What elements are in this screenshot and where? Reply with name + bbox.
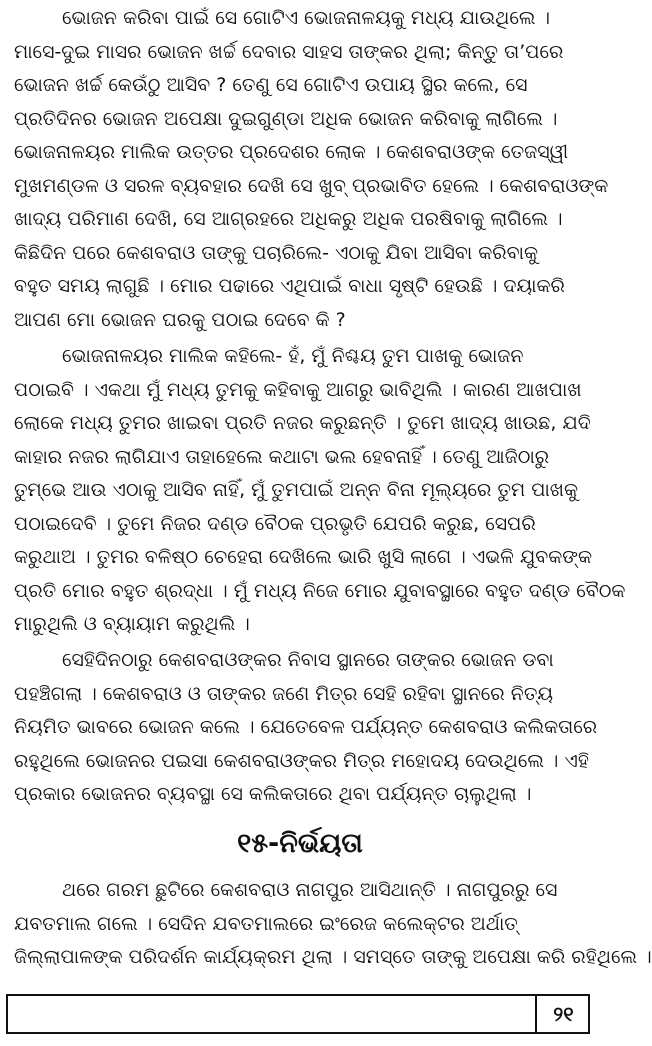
text-line: ସେହିଦିନଠାରୁ କେଶବରାଓଙ୍କର ନିବାସ ସ୍ଥାନରେ ତାଙ୍କର ଭୋଜନ ଡବା: [62, 649, 554, 671]
text-line: ପଠାଇବି । ଏକଥା ମୁଁ ମଧ୍ୟ ତୁମକୁ କହିବାକୁ ଆଗରୁ ଭାବିଥିଲି । କାରଣ ଆଖପାଖ: [14, 378, 582, 401]
text-line: ପ୍ରତିଦିନର ଭୋଜନ ଅପେକ୍ଷା ଦୁଇଗୁଣ୍ଡା ଅଧିକ ଭୋଜନ କରିବାକୁ ଲାଗିଲେ ।: [14, 107, 558, 130]
text-line: ଯବତମାଲ ଗଲେ । ସେଦିନ ଯବତମାଲରେ ଇଂରେଜ କଲେକ୍ଟର ଅର୍ଥାତ୍: [14, 912, 518, 935]
text-line: ଆପଣ ମୋ ଭୋଜନ ଘରକୁ ପଠାଇ ଦେବେ କି ?: [14, 308, 346, 331]
text-line: ଥରେ ଗରମ ଛୁଟିରେ କେଶବରାଓ ନାଗପୁର ଆସିଥାନ୍ତି । ନାଗପୁରରୁ ସେ: [62, 879, 558, 901]
text-line: ଭୋଜନ କରିବା ପାଇଁ ସେ ଗୋଟିଏ ଭୋଜନାଳୟକୁ ମଧ୍ୟ ଯାଉଥିଲେ ।: [62, 7, 551, 29]
paragraph-2: [14, 340, 626, 642]
text-line: ଲୋକେ ମଧ୍ୟ ତୁମର ଖାଇବା ପ୍ରତି ନଜର କରୁଛନ୍ତି । ତୁମେ ଖାଦ୍ୟ ଖାଉଛ, ଯଦି: [14, 412, 591, 434]
page-number: ୨୧: [553, 1002, 574, 1026]
text-line: ଭୋଜନ ଖର୍ଚ୍ଚ କେଉଁଠୁ ଆସିବ ? ତେଣୁ ସେ ଗୋଟିଏ ଉପାୟ ସ୍ଥିର କଲେ, ସେ: [14, 74, 528, 96]
text-line: ମାରୁଥିଲି ଓ ବ୍ୟାୟାମ କରୁଥିଲି ।: [14, 613, 250, 635]
text-line: ମୁଖମଣ୍ଡଳ ଓ ସରଳ ବ୍ୟବହାର ଦେଖି ସେ ଖୁବ୍ ପ୍ରଭାବିତ ହେଲେ । କେଶବରାଓଙ୍କ: [14, 174, 609, 197]
text-line: ମାସେ-ଦୁଇ ମାସର ଭୋଜନ ଖର୍ଚ୍ଚ ଦେବାର ସାହସ ତାଙ୍କର ଥିଲା; କିନ୍ତୁ ତା’ପରେ: [14, 40, 564, 63]
text-line: କିଛିଦିନ ପରେ କେଶବରାଓ ତାଙ୍କୁ ପଚାରିଲେ- ଏଠାକୁ ଯିବା ଆସିବା କରିବାକୁ: [14, 241, 538, 264]
text-line: ପ୍ରକାର ଭୋଜନର ବ୍ୟବସ୍ଥା ସେ କଲିକତାରେ ଥିବା ପର୍ଯ୍ୟନ୍ତ ଚାଲୁଥିଲା ।: [14, 783, 532, 805]
text-line: ତୁମ୍ଭେ ଆଉ ଏଠାକୁ ଆସିବ ନାହିଁ, ମୁଁ ତୁମପାଇଁ ଅନ୍ନ ବିନା ମୂଲ୍ୟରେ ତୁମ ପାଖକୁ: [14, 479, 579, 501]
text-line: ପହଞ୍ଚିଗଲା । କେଶବରାଓ ଓ ତାଙ୍କର ଜଣେ ମିତ୍ର ସେହି ରହିବା ସ୍ଥାନରେ ନିତ୍ୟ: [14, 682, 554, 705]
chapter-heading: ୧୫-ନିର୍ଭୟତା: [237, 828, 363, 859]
text-line: କରୁଥାଅ । ତୁମର ବଳିଷ୍ଠ ଚେହେରା ଦେଖିଲେ ଭାରି ଖୁସି ଲାଗେ । ଏଭଳି ଯୁବକଙ୍କ: [14, 546, 593, 568]
text-line: ଭୋଜନାଳୟର ମାଲିକ ଉତ୍ତର ପ୍ରଦେଶର ଲୋକ । କେଶବରାଓଙ୍କ ତେଜସ୍ୱୀ: [14, 141, 569, 163]
paragraph-4: [14, 874, 652, 975]
text-line: ଖାଦ୍ୟ ପରିମାଣ ଦେଖି, ସେ ଆଗ୍ରହରେ ଅଧିକରୁ ଅଧିକ ପରଷିବାକୁ ଲାଗିଲେ ।: [14, 208, 563, 230]
text-line: ପଠାଇଦେବି । ତୁମେ ନିଜର ଦଣ୍ଡ ବୈଠକ ପ୍ରଭୃତି ଯେପରି କରୁଛ, ସେପରି: [14, 512, 536, 535]
paragraph-3: [14, 644, 598, 812]
text-line: ଜିଲ୍ଲାପାଳଙ୍କ ପରିଦର୍ଶନ କାର୍ଯ୍ୟକ୍ରମ ଥିଲା । ସମସ୍ତେ ତାଙ୍କୁ ଅପେକ୍ଷା କରି ରହିଥିଲେ ।: [14, 946, 652, 968]
text-line: ବହୁତ ସମୟ ଲାଗୁଛି । ମୋର ପଢାରେ ଏଥିପାଇଁ ବାଧା ସୃଷ୍ଟି ହେଉଛି । ଦୟାକରି: [14, 275, 565, 297]
text-line: ପ୍ରତି ମୋର ବହୁତ ଶ୍ରଦ୍ଧା । ମୁଁ ମଧ୍ୟ ନିଜେ ମୋର ଯୁବାବସ୍ଥାରେ ବହୁତ ଦଣ୍ଡ ବୈଠକ: [14, 579, 626, 602]
text-line: ନିୟମିତ ଭାବରେ ଭୋଜନ କଲେ । ଯେତେବେଳ ପର୍ଯ୍ୟନ୍ତ କେଶବରାଓ କଲିକତାରେ: [14, 716, 598, 738]
text-line: କାହାର ନଜର ଲାଗିଯାଏ ତାହାହେଲେ କଥାଟା ଭଲ ହେବନାହିଁ । ତେଣୁ ଆଜିଠାରୁ: [14, 445, 550, 468]
paragraph-1: [14, 2, 609, 337]
text-line: ଭୋଜନାଳୟର ମାଲିକ କହିଲେ- ହଁ, ମୁଁ ନିଶ୍ଚୟ ତୁମ ପାଖକୁ ଭୋଜନ: [62, 345, 524, 367]
footer-frame: [6, 994, 590, 1034]
text-line: ରହୁଥିଲେ ଭୋଜନର ପଇସା କେଶବରାଓଙ୍କର ମିତ୍ର ମହୋଦୟ ଦେଉଥିଲେ । ଏହି: [14, 749, 589, 772]
